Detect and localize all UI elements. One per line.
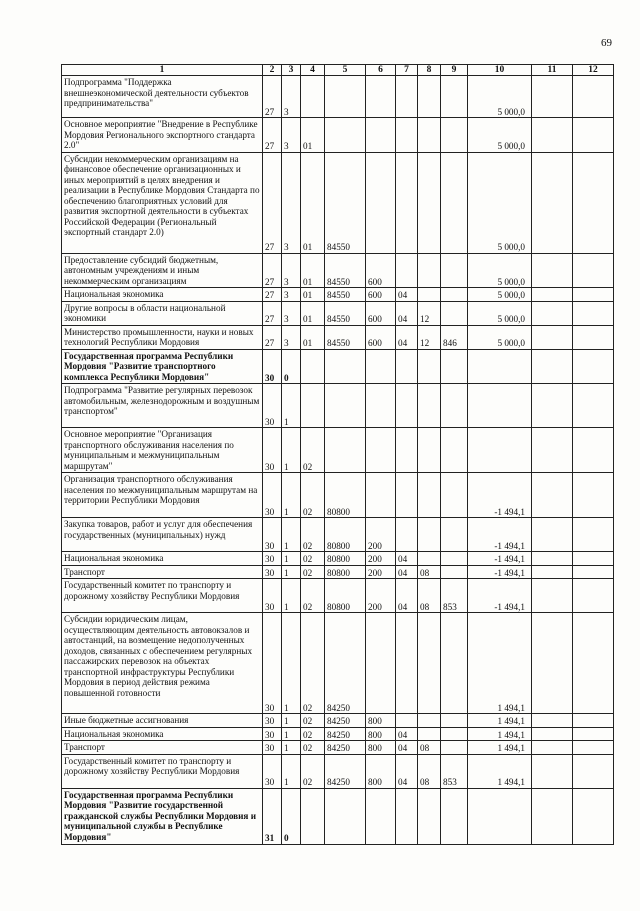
om-code-cell: 02 [301,613,325,714]
amount-cell: -1 494,1 [468,552,532,566]
cs-code-cell: 84550 [325,288,366,302]
pp-code-cell: 1 [282,473,301,518]
cs-code-cell [325,428,366,473]
amount-cell: -1 494,1 [468,473,532,518]
col11-cell [532,118,573,153]
column-header: 10 [468,65,532,76]
grbs-code-cell [441,76,468,118]
row-name-cell: Закупка товаров, работ и услуг для обеспечения государственных (муниципальных) нужд [62,518,263,552]
grbs-code-cell [441,428,468,473]
om-code-cell: 02 [301,741,325,755]
gp-code-cell: 30 [263,613,282,714]
cs-code-cell: 84250 [325,714,366,728]
row-name-cell: Подпрограмма "Развитие регулярных перевозок автомобильным, железнодорожным и воздушным транспортом" [62,384,263,428]
amount-cell: 1 494,1 [468,727,532,741]
amount-cell: -1 494,1 [468,579,532,613]
vr-code-cell: 200 [366,552,396,566]
amount-cell: 5 000,0 [468,253,532,288]
table-row [62,428,614,473]
pp-code-cell: 1 [282,428,301,473]
row-name-cell: Транспорт [62,741,263,755]
om-code-cell [301,349,325,384]
om-code-cell: 02 [301,754,325,788]
om-code-cell: 02 [301,518,325,552]
gp-code-cell: 27 [263,118,282,153]
table-header-row [62,65,614,76]
cs-code-cell: 84550 [325,301,366,325]
amount-cell [468,384,532,428]
vr-code-cell: 200 [366,579,396,613]
vr-code-cell: 800 [366,754,396,788]
rz-code-cell: 04 [396,741,418,755]
col12-cell [573,565,614,579]
gp-code-cell: 30 [263,579,282,613]
gp-code-cell: 30 [263,552,282,566]
cs-code-cell: 84550 [325,152,366,253]
pp-code-cell: 3 [282,301,301,325]
grbs-code-cell [441,152,468,253]
amount-cell: 5 000,0 [468,288,532,302]
col11-cell [532,349,573,384]
col11-cell [532,253,573,288]
col11-cell [532,473,573,518]
table-row [62,473,614,518]
pp-code-cell: 1 [282,727,301,741]
gp-code-cell: 30 [263,727,282,741]
gp-code-cell: 27 [263,288,282,302]
vr-code-cell [366,473,396,518]
pp-code-cell: 3 [282,325,301,349]
om-code-cell: 01 [301,325,325,349]
pr-code-cell [418,152,441,253]
col12-cell [573,613,614,714]
amount-cell: 1 494,1 [468,613,532,714]
vr-code-cell [366,788,396,844]
table-row [62,518,614,552]
om-code-cell: 02 [301,428,325,473]
cs-code-cell [325,76,366,118]
table-row [62,552,614,566]
col12-cell [573,714,614,728]
gp-code-cell: 30 [263,754,282,788]
pr-code-cell [418,384,441,428]
gp-code-cell: 30 [263,349,282,384]
cs-code-cell [325,118,366,153]
column-header: 9 [441,65,468,76]
vr-code-cell [366,613,396,714]
row-name-cell: Подпрограмма "Поддержка внешнеэкономической деятельности субъектов предпринимательства" [62,76,263,118]
om-code-cell [301,384,325,428]
row-name-cell: Министерство промышленности, науки и новых технологий Республики Мордовия [62,325,263,349]
vr-code-cell [366,428,396,473]
pr-code-cell [418,253,441,288]
rz-code-cell: 04 [396,565,418,579]
rz-code-cell: 04 [396,754,418,788]
vr-code-cell: 800 [366,741,396,755]
col12-cell [573,428,614,473]
vr-code-cell [366,349,396,384]
rz-code-cell [396,384,418,428]
col12-cell [573,754,614,788]
col11-cell [532,152,573,253]
budget-table [61,64,614,845]
row-name-cell: Организация транспортного обслуживания населения по межмуниципальным маршрутам на территории Республики Мордовия [62,473,263,518]
pr-code-cell [418,473,441,518]
grbs-code-cell [441,118,468,153]
col11-cell [532,727,573,741]
pp-code-cell: 3 [282,152,301,253]
amount-cell: -1 494,1 [468,518,532,552]
grbs-code-cell: 846 [441,325,468,349]
rz-code-cell [396,76,418,118]
om-code-cell: 01 [301,301,325,325]
om-code-cell: 02 [301,714,325,728]
pr-code-cell [418,714,441,728]
col11-cell [532,552,573,566]
column-header: 1 [62,65,263,76]
column-header: 11 [532,65,573,76]
cs-code-cell: 84250 [325,613,366,714]
pp-code-cell: 1 [282,384,301,428]
row-name-cell: Предоставление субсидий бюджетным, автономным учреждениям и иным некоммерческим организациям [62,253,263,288]
cs-code-cell: 84250 [325,741,366,755]
pp-code-cell: 1 [282,741,301,755]
col11-cell [532,741,573,755]
pr-code-cell [418,76,441,118]
vr-code-cell: 600 [366,288,396,302]
gp-code-cell: 31 [263,788,282,844]
column-header: 4 [301,65,325,76]
column-header: 12 [573,65,614,76]
gp-code-cell: 27 [263,253,282,288]
vr-code-cell [366,152,396,253]
row-name-cell: Национальная экономика [62,552,263,566]
rz-code-cell: 04 [396,301,418,325]
col11-cell [532,579,573,613]
column-header: 8 [418,65,441,76]
row-name-cell: Иные бюджетные ассигнования [62,714,263,728]
table-row [62,565,614,579]
rz-code-cell [396,473,418,518]
pr-code-cell: 08 [418,565,441,579]
row-name-cell: Транспорт [62,565,263,579]
table-row [62,613,614,714]
col12-cell [573,518,614,552]
row-name-cell: Другие вопросы в области национальной экономики [62,301,263,325]
row-name-cell: Государственная программа Республики Мордовия "Развитие государственной гражданской службы Республики Мордовия и муниципальной службы в Республике Мордовия" [62,788,263,844]
table-row [62,579,614,613]
rz-code-cell [396,518,418,552]
grbs-code-cell [441,253,468,288]
column-header: 5 [325,65,366,76]
grbs-code-cell [441,301,468,325]
amount-cell [468,788,532,844]
table-row [62,301,614,325]
row-name-cell: Национальная экономика [62,727,263,741]
table-row [62,76,614,118]
amount-cell [468,349,532,384]
col11-cell [532,428,573,473]
om-code-cell: 02 [301,565,325,579]
cs-code-cell: 80800 [325,565,366,579]
grbs-code-cell: 853 [441,754,468,788]
col11-cell [532,76,573,118]
pr-code-cell: 12 [418,325,441,349]
column-header: 2 [263,65,282,76]
col11-cell [532,384,573,428]
vr-code-cell: 600 [366,301,396,325]
vr-code-cell: 200 [366,518,396,552]
table-row [62,118,614,153]
pp-code-cell: 1 [282,552,301,566]
pr-code-cell [418,349,441,384]
vr-code-cell: 600 [366,325,396,349]
pp-code-cell: 3 [282,288,301,302]
om-code-cell: 02 [301,552,325,566]
om-code-cell: 02 [301,579,325,613]
pr-code-cell: 08 [418,754,441,788]
col12-cell [573,552,614,566]
om-code-cell: 01 [301,118,325,153]
rz-code-cell [396,714,418,728]
om-code-cell: 01 [301,253,325,288]
table-row [62,253,614,288]
table-row [62,384,614,428]
pr-code-cell [418,518,441,552]
row-name-cell: Основное мероприятие "Внедрение в Республике Мордовия Регионального экспортного стандарта 2.0" [62,118,263,153]
col12-cell [573,579,614,613]
rz-code-cell [396,152,418,253]
grbs-code-cell [441,473,468,518]
row-name-cell: Субсидии юридическим лицам, осуществляющим деятельность автовокзалов и автостанций, на возмещение недополученных доходов, связанных с обеспечением регулярных пассажирских перевозок на объектах транспортной инфраструктуры Республики Мордовия в период действия режима повышенной готовности [62,613,263,714]
amount-cell: 5 000,0 [468,301,532,325]
col12-cell [573,288,614,302]
pp-code-cell: 3 [282,76,301,118]
table-row [62,349,614,384]
gp-code-cell: 30 [263,384,282,428]
pp-code-cell: 0 [282,349,301,384]
cs-code-cell: 84250 [325,754,366,788]
rz-code-cell [396,613,418,714]
vr-code-cell: 800 [366,714,396,728]
amount-cell: 5 000,0 [468,325,532,349]
pp-code-cell: 1 [282,518,301,552]
col12-cell [573,727,614,741]
row-name-cell: Субсидии некоммерческим организациям на финансовое обеспечение организационных и иных мероприятий в целях внедрения и реализации в Республике Мордовия Стандарта по обеспечению благоприятных условий для развития экспортной деятельности в субъектах Российской Федерации (Региональный экспортный стандарт 2.0) [62,152,263,253]
grbs-code-cell: 853 [441,579,468,613]
grbs-code-cell [441,288,468,302]
gp-code-cell: 30 [263,518,282,552]
cs-code-cell: 80800 [325,552,366,566]
pr-code-cell [418,613,441,714]
table-row [62,714,614,728]
col12-cell [573,301,614,325]
cs-code-cell: 80800 [325,579,366,613]
gp-code-cell: 30 [263,428,282,473]
om-code-cell [301,76,325,118]
column-header: 6 [366,65,396,76]
table-row [62,754,614,788]
vr-code-cell: 600 [366,253,396,288]
row-name-cell: Национальная экономика [62,288,263,302]
rz-code-cell: 04 [396,325,418,349]
amount-cell: 1 494,1 [468,714,532,728]
column-header: 3 [282,65,301,76]
col12-cell [573,253,614,288]
cs-code-cell: 84550 [325,253,366,288]
table-row [62,788,614,844]
amount-cell: 1 494,1 [468,754,532,788]
cs-code-cell [325,384,366,428]
table-body [62,76,614,845]
row-name-cell: Государственная программа Республики Мордовия "Развитие транспортного комплекса Республики Мордовия" [62,349,263,384]
vr-code-cell: 800 [366,727,396,741]
vr-code-cell: 200 [366,565,396,579]
amount-cell: 5 000,0 [468,76,532,118]
pr-code-cell [418,788,441,844]
col11-cell [532,288,573,302]
grbs-code-cell [441,565,468,579]
table-row [62,288,614,302]
pp-code-cell: 1 [282,579,301,613]
pp-code-cell: 1 [282,714,301,728]
pr-code-cell [418,428,441,473]
rz-code-cell [396,253,418,288]
pr-code-cell [418,552,441,566]
grbs-code-cell [441,788,468,844]
om-code-cell: 01 [301,288,325,302]
pp-code-cell: 3 [282,118,301,153]
om-code-cell [301,788,325,844]
gp-code-cell: 30 [263,473,282,518]
col12-cell [573,788,614,844]
pr-code-cell: 08 [418,741,441,755]
col11-cell [532,714,573,728]
amount-cell [468,428,532,473]
grbs-code-cell [441,349,468,384]
om-code-cell: 01 [301,152,325,253]
col12-cell [573,741,614,755]
grbs-code-cell [441,613,468,714]
cs-code-cell: 84550 [325,325,366,349]
col12-cell [573,152,614,253]
row-name-cell: Государственный комитет по транспорту и дорожному хозяйству Республики Мордовия [62,579,263,613]
gp-code-cell: 30 [263,741,282,755]
pp-code-cell: 1 [282,613,301,714]
col11-cell [532,518,573,552]
pp-code-cell: 0 [282,788,301,844]
col12-cell [573,76,614,118]
amount-cell: -1 494,1 [468,565,532,579]
col11-cell [532,325,573,349]
grbs-code-cell [441,714,468,728]
vr-code-cell [366,76,396,118]
gp-code-cell: 27 [263,325,282,349]
col11-cell [532,613,573,714]
pp-code-cell: 3 [282,253,301,288]
cs-code-cell [325,788,366,844]
cs-code-cell: 80800 [325,518,366,552]
col12-cell [573,473,614,518]
rz-code-cell: 04 [396,552,418,566]
col12-cell [573,325,614,349]
vr-code-cell [366,384,396,428]
gp-code-cell: 27 [263,301,282,325]
rz-code-cell [396,349,418,384]
grbs-code-cell [441,518,468,552]
grbs-code-cell [441,741,468,755]
gp-code-cell: 30 [263,714,282,728]
col12-cell [573,118,614,153]
cs-code-cell [325,349,366,384]
grbs-code-cell [441,727,468,741]
col11-cell [532,788,573,844]
row-name-cell: Основное мероприятие "Организация транспортного обслуживания населения по муниципальным и межмуниципальным маршрутам" [62,428,263,473]
amount-cell: 1 494,1 [468,741,532,755]
rz-code-cell [396,788,418,844]
row-name-cell: Государственный комитет по транспорту и дорожному хозяйству Республики Мордовия [62,754,263,788]
col12-cell [573,349,614,384]
gp-code-cell: 30 [263,565,282,579]
rz-code-cell: 04 [396,579,418,613]
gp-code-cell: 27 [263,76,282,118]
rz-code-cell: 04 [396,727,418,741]
gp-code-cell: 27 [263,152,282,253]
pp-code-cell: 1 [282,754,301,788]
col12-cell [573,384,614,428]
pr-code-cell [418,288,441,302]
table-row [62,152,614,253]
column-header: 7 [396,65,418,76]
pr-code-cell: 08 [418,579,441,613]
vr-code-cell [366,118,396,153]
pr-code-cell [418,727,441,741]
grbs-code-cell [441,384,468,428]
table-row [62,325,614,349]
page-number: 69 [601,37,612,49]
amount-cell: 5 000,0 [468,152,532,253]
col11-cell [532,565,573,579]
cs-code-cell: 80800 [325,473,366,518]
table-row [62,727,614,741]
col11-cell [532,754,573,788]
grbs-code-cell [441,552,468,566]
table-row [62,741,614,755]
om-code-cell: 02 [301,727,325,741]
amount-cell: 5 000,0 [468,118,532,153]
rz-code-cell [396,428,418,473]
rz-code-cell: 04 [396,288,418,302]
cs-code-cell: 84250 [325,727,366,741]
pr-code-cell: 12 [418,301,441,325]
rz-code-cell [396,118,418,153]
col11-cell [532,301,573,325]
pp-code-cell: 1 [282,565,301,579]
om-code-cell: 02 [301,473,325,518]
pr-code-cell [418,118,441,153]
